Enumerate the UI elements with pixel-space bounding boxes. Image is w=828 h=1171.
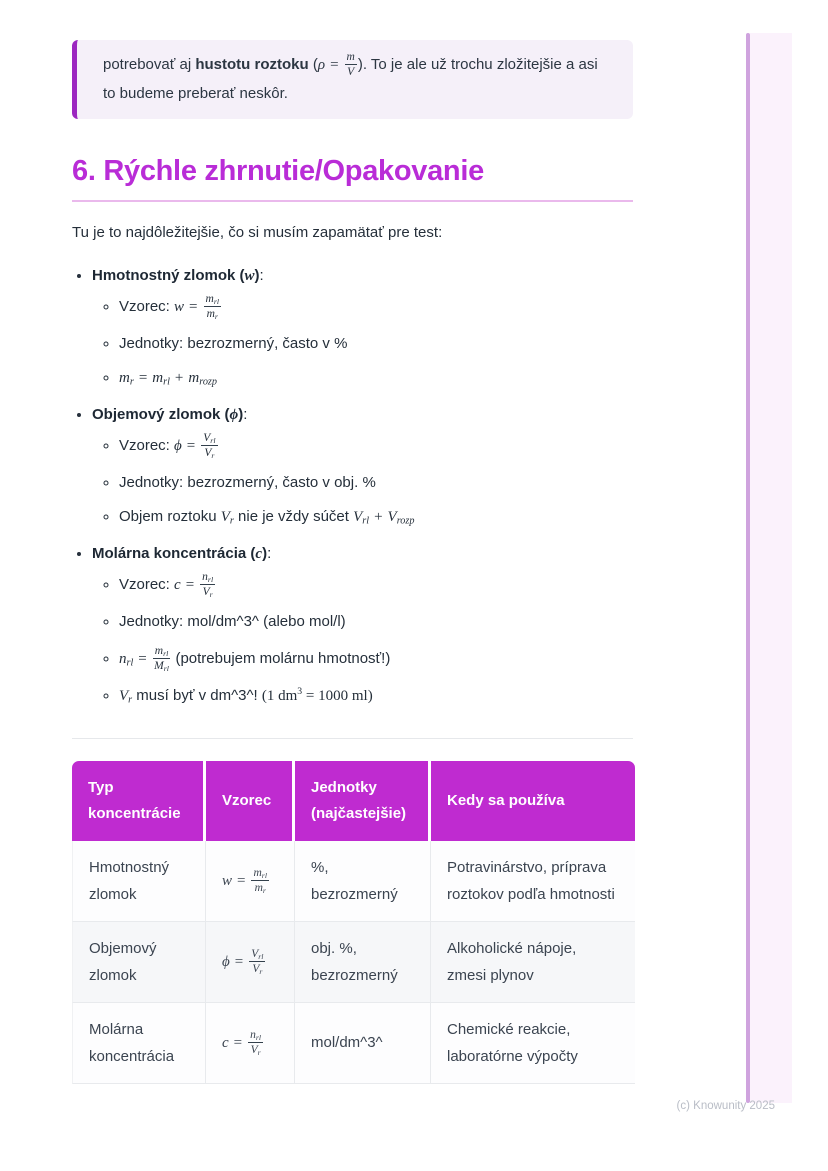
math-Vrozp xyxy=(388,509,415,525)
math-w: w xyxy=(174,298,185,315)
note-text: (potrebujem molárnu hmotnosť!) xyxy=(171,649,391,667)
intro-paragraph: Tu je to najdôležitejšie, čo si musím zapamätať pre test: xyxy=(72,223,443,241)
math-w: w xyxy=(244,267,255,284)
list-item-label xyxy=(92,267,264,284)
fraction-denominator xyxy=(204,446,214,460)
math-dm3-conversion xyxy=(262,688,373,704)
fraction-denominator xyxy=(255,881,266,895)
math-plus: + xyxy=(374,508,383,525)
math-rho: ρ xyxy=(317,57,326,74)
cell-usage: Alkoholické nápoje, zmesi plynov xyxy=(431,922,635,1003)
list-item-molar-concentration xyxy=(92,545,633,708)
label-text: Molárna koncentrácia ( xyxy=(92,544,256,562)
cell-units: %, bezrozmerný xyxy=(295,841,431,922)
math-subscript: rl xyxy=(126,657,134,669)
sub-item-volume-note xyxy=(119,506,633,529)
math-subscript: rl xyxy=(258,951,264,961)
sub-list xyxy=(92,293,633,390)
note-text: Objem roztoku xyxy=(119,507,221,525)
fraction-numerator xyxy=(204,293,222,307)
fraction-numerator xyxy=(251,867,269,881)
summary-list xyxy=(72,267,633,708)
math-subscript: rl xyxy=(362,515,370,527)
sub-list xyxy=(92,432,633,529)
cell-formula xyxy=(206,1003,295,1084)
section-divider xyxy=(72,738,633,739)
math-mrozp xyxy=(188,370,217,386)
sub-item-formula xyxy=(119,432,633,460)
math-equals: = xyxy=(186,437,196,454)
callout-paren-open: ( xyxy=(308,56,318,74)
content-column xyxy=(72,40,633,1084)
math-base: V xyxy=(353,508,363,525)
fraction-denominator xyxy=(207,307,218,321)
math-phi: ϕ xyxy=(222,953,230,970)
fraction-denominator xyxy=(251,1043,261,1057)
math-nrl xyxy=(119,651,133,667)
fraction-numerator xyxy=(248,1029,263,1043)
callout-paren-close: ). xyxy=(357,56,368,74)
label-colon: : xyxy=(259,266,264,284)
math-base: m xyxy=(119,369,130,386)
formula-label: Vzorec: xyxy=(119,297,175,315)
math-base: M xyxy=(154,659,164,672)
fraction-numerator xyxy=(200,571,215,585)
fraction-Vrl-over-Vr xyxy=(201,432,217,460)
list-item-label xyxy=(92,545,271,562)
table-row xyxy=(72,1003,635,1084)
fraction-numerator: m xyxy=(345,51,357,65)
label-paren: ) xyxy=(254,266,260,284)
sub-item-units xyxy=(119,611,633,633)
math-subscript: r xyxy=(209,589,213,599)
math-base: V xyxy=(252,962,260,975)
cell-usage: Potravinárstvo, príprava roztokov podľa hmotnosti xyxy=(431,841,635,922)
note-text: musí byť v dm^3^! xyxy=(132,687,262,705)
math-subscript: r xyxy=(259,966,263,976)
math-base: m xyxy=(206,307,215,320)
math-w: w xyxy=(222,872,233,889)
math-subscript: rl xyxy=(163,648,169,658)
math-base: m xyxy=(154,644,164,657)
label-text: Objemový zlomok ( xyxy=(92,405,230,423)
sub-item-formula xyxy=(119,293,633,321)
sub-list xyxy=(92,571,633,708)
fraction-denominator xyxy=(252,962,262,976)
math-equals: = xyxy=(138,650,147,667)
page-edge-highlight-panel xyxy=(750,33,792,1103)
list-item-volume-fraction xyxy=(92,406,633,529)
fraction-m-over-V xyxy=(345,51,357,79)
cell-type: Molárna koncentrácia xyxy=(72,1003,206,1084)
table-header-row xyxy=(72,761,635,841)
math-subscript: rl xyxy=(207,574,214,584)
callout-text-after: To je ale už trochu zložitejšie a asi to budeme preberať neskôr. xyxy=(103,56,598,102)
list-item-label xyxy=(92,406,247,423)
fraction-denominator xyxy=(154,659,169,673)
math-mrl xyxy=(152,370,170,386)
math-subscript: rozp xyxy=(396,515,415,527)
sub-item-units xyxy=(119,472,633,494)
math-c: c xyxy=(174,576,181,593)
concentration-table xyxy=(72,761,635,1084)
units-text: Jednotky: mol/dm^3^ (alebo mol/l) xyxy=(119,613,346,630)
math-base: V xyxy=(202,585,210,598)
math-subscript: r xyxy=(262,885,266,895)
fraction-mrl-over-mr xyxy=(251,867,269,895)
cell-usage: Chemické reakcie, laboratórne výpočty xyxy=(431,1003,635,1084)
fraction-nrl-over-Vr xyxy=(200,571,215,599)
math-subscript: r xyxy=(214,311,218,321)
heading-rule xyxy=(72,200,633,202)
math-base: V xyxy=(220,508,230,525)
sub-item-volume-units-note xyxy=(119,685,633,708)
math-subscript: rl xyxy=(261,870,268,880)
math-equals: = xyxy=(138,369,148,386)
fraction-mrl-over-mr xyxy=(204,293,222,321)
math-equals: = xyxy=(234,953,244,970)
fraction-denominator: V xyxy=(347,66,355,79)
formula-label: Vzorec: xyxy=(119,436,175,454)
label-text: Hmotnostný zlomok ( xyxy=(92,266,245,284)
math-subscript: rl xyxy=(163,376,170,388)
section-heading: 6. Rýchle zhrnutie/Opakovanie xyxy=(72,154,484,187)
math-equals: = xyxy=(330,57,339,74)
math-subscript: rl xyxy=(210,435,216,445)
math-text: = 1000 ml) xyxy=(302,688,373,705)
cell-formula xyxy=(206,922,295,1003)
label-colon: : xyxy=(243,405,248,423)
math-base: V xyxy=(250,1043,258,1056)
math-subscript: r xyxy=(128,694,133,706)
cell-type: Hmotnostný zlomok xyxy=(72,841,206,922)
cell-formula xyxy=(206,841,295,922)
math-equals: = xyxy=(185,576,195,593)
fraction-numerator xyxy=(249,948,265,962)
table-row xyxy=(72,841,635,922)
math-base: V xyxy=(387,508,397,525)
label-paren: ) xyxy=(262,544,268,562)
cell-type: Objemový zlomok xyxy=(72,922,206,1003)
column-header-usage: Kedy sa používa xyxy=(431,761,635,841)
math-equals: = xyxy=(233,1034,243,1051)
math-base: m xyxy=(205,292,214,305)
math-base: n xyxy=(202,570,208,583)
math-Vr xyxy=(221,509,234,525)
math-base: m xyxy=(152,369,164,386)
math-Vr xyxy=(119,688,132,704)
math-base: m xyxy=(254,881,263,894)
math-Vrl xyxy=(353,509,369,525)
math-subscript: r xyxy=(129,376,134,388)
label-paren: ) xyxy=(238,405,244,423)
math-subscript: rl xyxy=(163,663,169,673)
sub-item-moles-formula xyxy=(119,645,633,673)
math-base: V xyxy=(204,446,212,459)
note-text: nie je vždy súčet xyxy=(233,507,354,525)
fraction-numerator xyxy=(153,645,171,659)
math-equals: = xyxy=(237,872,246,889)
table-row xyxy=(72,922,635,1003)
callout-text-pre: potrebovať aj xyxy=(103,56,196,74)
math-c: c xyxy=(255,545,263,562)
math-base: V xyxy=(119,688,129,705)
math-subscript: rozp xyxy=(199,376,217,388)
fraction-nrl-over-Vr xyxy=(248,1029,263,1057)
sub-item-units xyxy=(119,333,633,355)
math-phi: ϕ xyxy=(229,406,239,423)
math-subscript: r xyxy=(257,1047,261,1057)
math-base: n xyxy=(119,650,127,667)
math-plus: + xyxy=(174,369,184,386)
cell-units: mol/dm^3^ xyxy=(295,1003,431,1084)
units-text: Jednotky: bezrozmerný, často v obj. % xyxy=(119,474,376,492)
math-subscript: rl xyxy=(255,1032,262,1042)
math-superscript: 3 xyxy=(297,686,303,698)
fraction-mrl-over-Mrl xyxy=(153,645,171,673)
math-base: n xyxy=(250,1028,256,1041)
fraction-denominator xyxy=(203,585,213,599)
column-header-formula: Vzorec xyxy=(206,761,295,841)
math-subscript: r xyxy=(229,515,234,527)
label-colon: : xyxy=(267,544,272,562)
list-item-mass-fraction xyxy=(92,267,633,390)
math-base: V xyxy=(203,431,211,444)
sub-item-formula xyxy=(119,571,633,599)
callout-box xyxy=(72,40,633,119)
copyright-footer: (c) Knowunity 2025 xyxy=(676,1100,775,1112)
callout-bold-term: hustotu roztoku xyxy=(195,56,309,74)
formula-label: Vzorec: xyxy=(119,575,175,593)
column-header-type: Typ koncentrácie xyxy=(72,761,206,841)
fraction-numerator xyxy=(201,432,217,446)
math-mr xyxy=(119,370,134,386)
math-subscript: rl xyxy=(213,296,220,306)
math-text: (1 dm xyxy=(261,688,298,705)
math-subscript: r xyxy=(211,450,215,460)
math-base: m xyxy=(188,369,200,386)
math-c: c xyxy=(222,1034,229,1051)
units-text: Jednotky: bezrozmerný, často v % xyxy=(119,335,348,353)
fraction-Vrl-over-Vr xyxy=(249,948,265,976)
math-base: V xyxy=(251,947,259,960)
sub-item-mass-sum xyxy=(119,367,633,390)
math-equals: = xyxy=(189,298,198,315)
cell-units: obj. %, bezrozmerný xyxy=(295,922,431,1003)
math-base: m xyxy=(253,866,262,879)
math-phi: ϕ xyxy=(174,437,182,454)
column-header-units: Jednotky (najčastejšie) xyxy=(295,761,431,841)
